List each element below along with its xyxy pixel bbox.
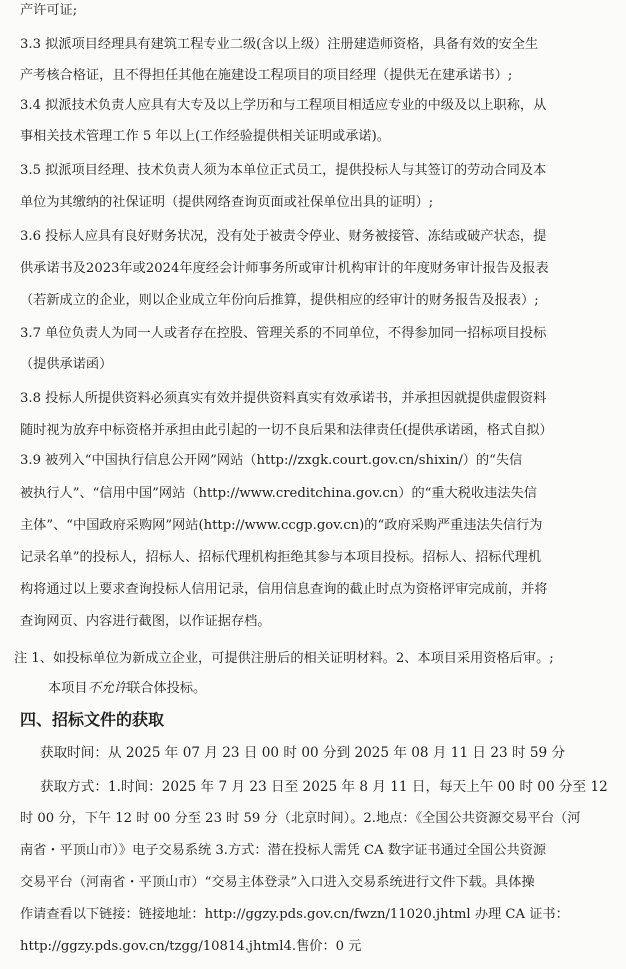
text-line: 3.3 拟派项目经理具有建筑工程专业二级(含以上级）注册建造师资格，具备有效的安全生: [20, 37, 539, 52]
text-line: 供承诺书及2023年或2024年度经会计师事务所或审计机构审计的年度财务审计报告及报表: [20, 261, 549, 276]
text-line: 记录名单”的投标人，招标人、招标代理机构拒绝其参与本项目投标。招标人、招标代理机: [20, 550, 542, 565]
text-line: 3.6 投标人应具有良好财务状况，没有处于被责令停业、财务被接管、冻结或破产状态，提: [20, 229, 547, 244]
text-line: 3.7 单位负责人为同一人或者存在控股、管理关系的不同单位，不得参加同一招标项目投标: [20, 326, 547, 341]
acquisition-method-line: http://ggzy.pds.gov.cn/tzgg/10814.jhtml4.售价：0 元: [20, 939, 362, 954]
text-line: 事相关技术管理工作 5 年以上(工作经验提供相关证明或承诺)。: [20, 129, 390, 144]
consortium-suffix: 联合体投标。: [127, 681, 207, 696]
text-line: 单位为其缴纳的社保证明（提供网络查询页面或社保单位出具的证明）;: [20, 195, 434, 210]
text-line: 3.5 拟派项目经理、技术负责人须为本单位正式员工，提供投标人与其签订的劳动合同及本: [20, 163, 547, 178]
acquisition-method-line: 交易平台（河南省・平顶山市）“交易主体登录”入口进入交易系统进行文件下载。具体操: [20, 875, 535, 890]
consortium-emphasis: 不允许: [87, 681, 128, 696]
text-line: 构将通过以上要求查询投标人信用记录，信用信息查询的截止时点为资格评审完成前，并将: [20, 582, 548, 597]
text-line: （提供承诺函）: [20, 357, 113, 372]
text-line: （若新成立的企业，则以企业成立年份向后推算，提供相应的经审计的财务报告及报表）;: [20, 293, 539, 308]
section-heading: 四、招标文件的获取: [20, 710, 165, 729]
acquisition-method-line: 时 00 分，下午 12 时 00 分至 23 时 59 分（北京时间）。2.地点：《全国公共资源交易平台（河: [20, 811, 581, 826]
text-line: 3.8 投标人所提供资料必须真实有效并提供资料真实有效承诺书，并承担因就提供虚假资料: [20, 391, 547, 406]
text-line: 被执行人”、“信用中国”网站（http://www.creditchina.gov.cn）的“重大税收违法失信: [20, 486, 537, 501]
text-line: 3.4 拟派技术负责人应具有大专及以上学历和与工程项目相适应专业的中级及以上职称，从: [20, 98, 547, 113]
acquisition-method-line: 南省・平顶山市）》电子交易系统 3.方式：潜在投标人需凭 CA 数字证书通过全国公共资源: [20, 843, 547, 858]
text-line: 随时视为放弃中标资格并承担由此引起的一切不良后果和法律责任(提供承诺函，格式自拟）: [20, 423, 553, 438]
consortium-prefix: 本项目: [48, 681, 88, 696]
text-line: 主体”、“中国政府采购网”网站(http://www.ccgp.gov.cn)的“政府采购严重违法失信行为: [20, 518, 543, 533]
text-line: 查询网页、内容进行截图，以作证据存档。: [20, 614, 271, 629]
text-line: 3.9 被列入“中国执行信息公开网”网站（http://zxgk.court.gov.cn/shixin/）的“失信: [20, 453, 523, 468]
consortium-statement: [48, 680, 626, 698]
note-line: 注 1、如投标单位为新成立企业，可提供注册后的相关证明材料。2、本项目采用资格后审。;: [14, 651, 554, 666]
acquisition-method-line: 获取方式：1.时间：2025 年 7 月 23 日至 2025 年 8 月 11 日，每天上午 00 时 00 分至 12: [40, 779, 608, 795]
acquisition-method-line: 作请查看以下链接：链接地址：http://ggzy.pds.gov.cn/fwzn/11020.jhtml 办理 CA 证书：: [20, 907, 569, 922]
text-line: 产许可证;: [20, 3, 78, 18]
text-line: 产考核合格证，且不得担任其他在施建设工程项目的项目经理（提供无在建承诺书）;: [20, 68, 513, 83]
acquisition-time: 获取时间：从 2025 年 07 月 23 日 00 时 00 分到 2025 年 08 月 11 日 23 时 59 分: [40, 745, 566, 761]
